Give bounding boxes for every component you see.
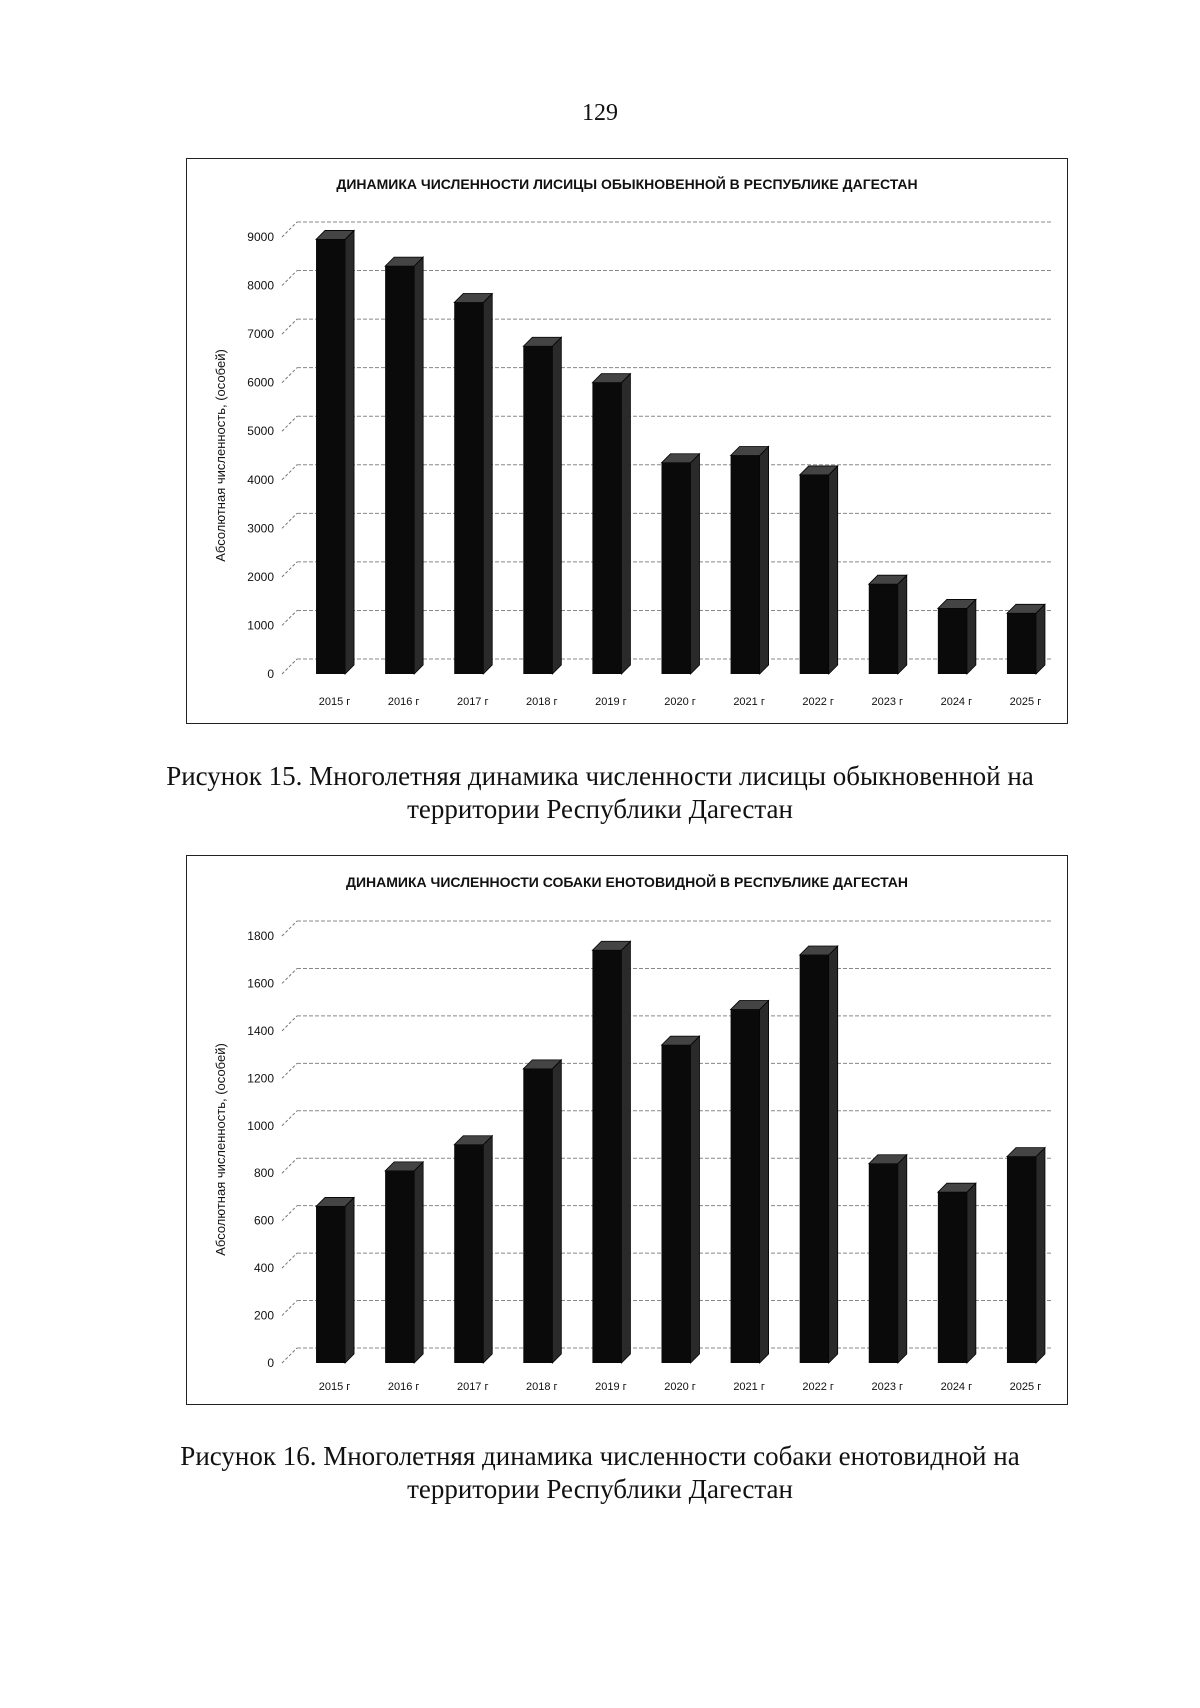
x-tick-label: 2019 г [595,696,627,708]
x-tick-label: 2020 г [664,1381,696,1393]
bar-front [661,1045,690,1363]
y-tick-label: 6000 [247,375,274,390]
x-tick-label: 2016 г [387,696,420,708]
bar-side [483,294,492,674]
bar-side [967,1183,976,1363]
x-tick-label: 2020 г [664,696,696,708]
bar-2016-г [385,1162,423,1363]
x-tick-label: 2018 г [526,1381,558,1393]
chart-title: ДИНАМИКА ЧИСЛЕННОСТИ ЛИСИЦЫ ОБЫКНОВЕННОЙ В РЕСПУБЛИКЕ ДАГЕСТАН [336,176,918,192]
bar-front [869,1164,898,1363]
bar-2019-г [592,374,630,674]
y-tick-label: 0 [267,1356,274,1370]
y-tick-label: 5000 [247,424,274,439]
bar-2021-г [731,447,769,675]
x-tick-label: 2024 г [940,1381,973,1393]
bar-side [345,230,354,674]
bar-side [691,454,700,674]
y-tick-label: 400 [253,1261,274,1276]
y-tick-label: 600 [253,1213,274,1228]
bar-2020-г [661,454,699,674]
bar-side [621,941,630,1363]
bar-side [1036,604,1045,674]
chart-title: ДИНАМИКА ЧИСЛЕННОСТИ СОБАКИ ЕНОТОВИДНОЙ В РЕСПУБЛИКЕ ДАГЕСТАН [346,874,908,890]
grid-depth-line [282,1206,297,1221]
bar-side [345,1197,354,1363]
x-tick-label: 2022 г [802,1381,834,1393]
bar-front [938,608,967,674]
bar-front [731,1010,760,1363]
bar-front [592,950,621,1363]
page-number: 129 [582,100,618,126]
x-tick-label: 2023 г [871,696,904,708]
bar-front [1007,1157,1036,1363]
bar-side [691,1036,700,1363]
y-tick-label: 2000 [247,569,274,584]
x-tick-label: 2017 г [456,696,489,708]
figure-15-caption-line2: территории Республики Дагестан [407,794,793,824]
bar-side [829,466,838,674]
grid-depth-line [282,1111,297,1126]
raccoon-dog-population-chart [186,855,1068,1405]
bar-side [414,257,423,674]
y-axis-label: Абсолютная численность, (особей) [213,349,228,562]
bar-2025-г [1007,1148,1045,1363]
grid-depth-line [282,968,297,983]
bar-front [454,1145,483,1363]
figure-16-caption [0,1440,1200,1506]
grid-depth-line [282,1016,297,1031]
y-tick-label: 800 [253,1166,274,1181]
bar-2018-г [523,337,561,674]
bar-2021-г [731,1001,769,1363]
bar-front [800,475,829,674]
y-tick-label: 1800 [247,929,274,943]
bar-2018-г [523,1060,561,1363]
y-tick-label: 9000 [247,230,274,244]
bar-front [661,463,690,674]
bar-front [731,456,760,675]
fox-population-chart [186,158,1068,724]
y-tick-label: 0 [267,667,274,681]
bar-front [869,584,898,674]
y-axis-label: Абсолютная численность, (особей) [213,1043,228,1256]
raccoon-dog-chart-svg [187,856,1067,1404]
grid-depth-line [282,1348,297,1363]
bar-2017-г [454,294,492,674]
y-tick-label: 1000 [247,618,274,633]
bar-front [316,239,345,674]
bar-front [800,955,829,1363]
figure-16-caption-line1: Рисунок 16. Многолетняя динамика численности собаки енотовидной на [180,1441,1020,1471]
x-tick-label: 2015 г [318,696,351,708]
grid-depth-line [282,416,297,431]
grid-depth-line [282,368,297,383]
x-tick-label: 2021 г [733,696,765,708]
bar-front [592,383,621,674]
bar-2022-г [800,466,838,674]
grid-depth-line [282,1158,297,1173]
x-tick-label: 2024 г [940,696,973,708]
grid-depth-line [282,465,297,480]
y-tick-label: 1600 [247,976,274,991]
bar-side [898,575,907,674]
bar-2022-г [800,946,838,1363]
x-tick-label: 2025 г [1009,1381,1042,1393]
bar-front [523,346,552,674]
y-tick-label: 4000 [247,472,274,487]
bar-2015-г [316,230,354,674]
grid-depth-line [282,921,297,936]
bar-side [552,337,561,674]
bar-side [760,447,769,675]
bar-2024-г [938,1183,976,1363]
y-tick-label: 8000 [247,278,274,293]
bar-front [385,1171,414,1363]
x-tick-label: 2018 г [526,696,558,708]
bar-front [454,303,483,674]
x-tick-label: 2017 г [456,1381,489,1393]
x-tick-label: 2015 г [318,1381,351,1393]
bar-2016-г [385,257,423,674]
x-tick-label: 2016 г [387,1381,420,1393]
y-tick-label: 3000 [247,521,274,536]
bar-2019-г [592,941,630,1363]
x-tick-label: 2025 г [1009,696,1042,708]
bar-side [760,1001,769,1363]
grid-depth-line [282,659,297,674]
bar-2024-г [938,599,976,674]
grid-depth-line [282,562,297,577]
y-tick-label: 1200 [247,1071,274,1086]
grid-depth-line [282,319,297,334]
bar-2017-г [454,1136,492,1363]
bar-2015-г [316,1197,354,1363]
grid-depth-line [282,610,297,625]
grid-depth-line [282,1063,297,1078]
x-tick-label: 2023 г [871,1381,904,1393]
grid-depth-line [282,271,297,286]
grid-depth-line [282,513,297,528]
grid-depth-line [282,1301,297,1316]
bar-side [621,374,630,674]
bar-2025-г [1007,604,1045,674]
y-tick-label: 7000 [247,327,274,342]
bar-side [1036,1148,1045,1363]
bar-2023-г [869,575,907,674]
y-tick-label: 200 [253,1308,274,1323]
bar-front [1007,613,1036,674]
x-tick-label: 2022 г [802,696,834,708]
grid-depth-line [282,222,297,237]
figure-15-caption [0,760,1200,826]
y-tick-label: 1400 [247,1023,274,1038]
x-tick-label: 2021 г [733,1381,765,1393]
bar-side [967,599,976,674]
bar-side [552,1060,561,1363]
bar-front [385,266,414,674]
bar-front [316,1206,345,1363]
bar-side [898,1155,907,1363]
grid-depth-line [282,1253,297,1268]
bar-side [483,1136,492,1363]
bar-front [938,1192,967,1363]
bar-2023-г [869,1155,907,1363]
x-tick-label: 2019 г [595,1381,627,1393]
y-tick-label: 1000 [247,1118,274,1133]
bar-front [523,1069,552,1363]
figure-16-caption-line2: территории Республики Дагестан [407,1474,793,1504]
figure-15-caption-line1: Рисунок 15. Многолетняя динамика численности лисицы обыкновенной на [166,761,1034,791]
bar-side [829,946,838,1363]
fox-chart-svg [187,159,1067,723]
bar-2020-г [661,1036,699,1363]
bar-side [414,1162,423,1363]
